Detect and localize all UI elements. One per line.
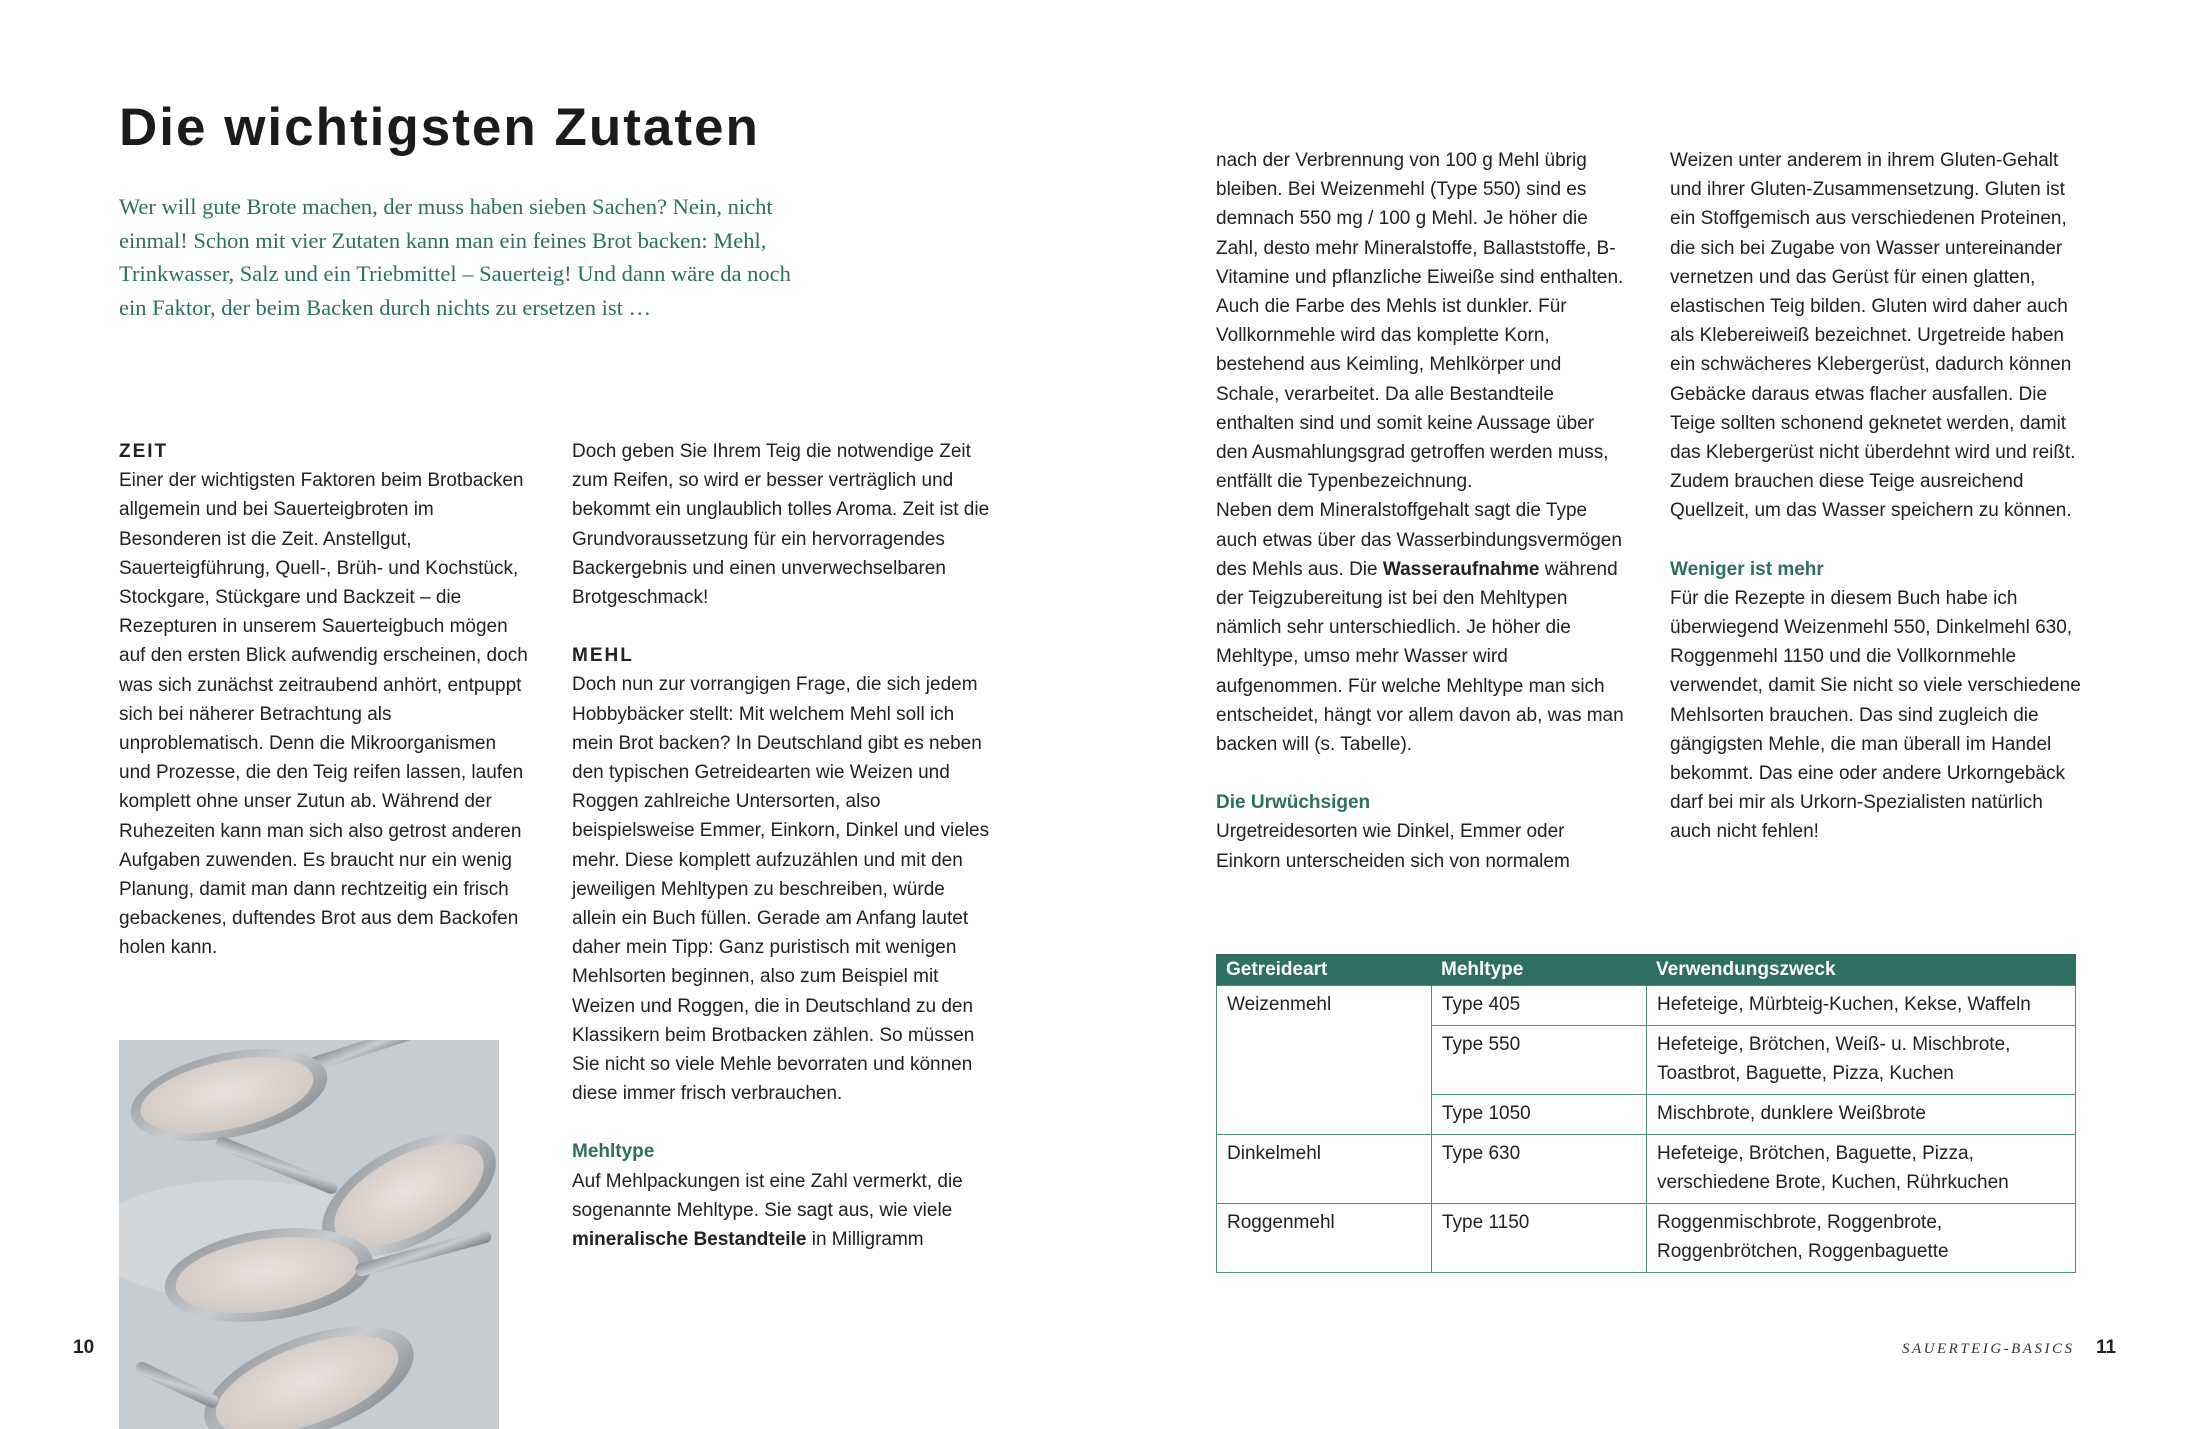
flour-scoops-illustration [119,1040,499,1429]
emphasis-wasseraufnahme: Wasseraufnahme [1382,558,1540,580]
table-cell-use: Roggenmischbrote, Roggenbrote, Roggenbrötchen, Roggenbaguette [1647,1204,2076,1273]
subheading-weniger: Weniger ist mehr [1670,558,1824,580]
flour-type-table [1216,954,2076,1273]
column-1 [119,437,531,963]
column-2 [572,437,990,1254]
table-cell-type: Type 550 [1432,1026,1647,1095]
column-4 [1670,146,2084,847]
page-number-right: 11 [2096,1337,2117,1358]
urwuechsig-text: Urgetreidesorten wie Dinkel, Emmer oder Einkorn unterscheiden sich von normalem [1216,821,1570,872]
table-cell-grain: Roggenmehl [1217,1204,1432,1273]
section-heading-zeit: ZEIT [119,441,169,462]
weniger-text: Für die Rezepte in diesem Buch habe ich überwiegend Weizenmehl 550, Dinkelmehl 630, Roggenmehl 1150 und die Vollkornmehle verwendet, damit Sie nicht so viele verschiedene Mehlsorten brauchen. Das sind zugleich die gängigsten Mehle, die man überall im Handel bekommt. Das eine oder andere Urkorngebäck darf bei mir als Urkorn-Spezialisten natürlich auch nicht fehlen! [1670,587,2081,843]
section-heading-mehl: MEHL [572,645,634,667]
table-cell-use: Hefeteige, Brötchen, Baguette, Pizza, verschiedene Brote, Kuchen, Rührkuchen [1647,1135,2076,1204]
intro-paragraph: Wer will gute Brote machen, der muss haben sieben Sachen? Nein, nicht einmal! Schon mit vier Zutaten kann man ein feines Brot backen: Mehl, Trinkwasser, Salz und ein Triebmittel – Sauerteig! Und dann wäre da noch ein Faktor, der beim Backen durch nichts zu ersetzen ist … [119,194,791,320]
flour-scoops-photo [119,1040,499,1429]
table-cell-use: Hefeteige, Mürbteig-Kuchen, Kekse, Waffeln [1647,986,2076,1026]
table-row [1217,1204,2076,1273]
running-title: SAUERTEIG-BASICS [1902,1341,2075,1357]
table-row [1217,1135,2076,1204]
page-title: Die wichtigsten Zutaten [119,98,760,157]
table-header-row [1217,954,2076,986]
mehl-text: Doch nun zur vorrangigen Frage, die sich jedem Hobbybäcker stellt: Mit welchem Mehl soll ich mein Brot backen? In Deutschland gibt es neben den typischen Getreidearten wie Weizen und Roggen zahlreiche Untersorten, also beispielsweise Emmer, Einkorn, Dinkel und vieles mehr. Diese komplett aufzuzählen und mit den jeweiligen Mehltypen zu beschreiben, würde allein ein Buch füllen. Gerade am Anfang lautet daher mein Tipp: Ganz puristisch mit wenigen Mehlsorten beginnen, also zum Beispiel mit Weizen und Roggen, die in Deutschland zu den Klassikern beim Brotbacken zählen. So müssen Sie nicht so viele Mehle bevorraten und können diese immer frisch verbrauchen. [572,674,990,1105]
table-cell-type: Type 1150 [1432,1204,1647,1273]
table-cell-grain: Weizenmehl [1217,986,1432,1135]
subheading-mehltype: Mehltype [572,1141,655,1163]
zeit-text-continued: Doch geben Sie Ihrem Teig die notwendige Zeit zum Reifen, so wird er besser verträglich und bekommt ein unglaublich tolles Aroma. Zeit ist die Grundvoraussetzung für ein hervorragendes Backergebnis und einen unverwechselbaren Brotgeschmack! [572,441,990,609]
table-cell-grain: Dinkelmehl [1217,1135,1432,1204]
subheading-urwuechsige: Die Urwüchsigen [1216,792,1371,814]
table-cell-type: Type 1050 [1432,1095,1647,1135]
zeit-text: Einer der wichtigsten Faktoren beim Brotbacken allgemein und bei Sauerteigbroten im Besonderen ist die Zeit. Anstellgut, Sauerteigführung, Quell-, Brüh- und Kochstück, Stockgare, Stückgare und Backzeit – die Rezepturen in unserem Sauerteigbuch mögen auf den ersten Blick aufwendig erscheinen, doch was sich zunächst zeitraubend anhört, entpuppt sich bei näherer Betrachtung als unproblematisch. Denn die Mikroorganismen und Prozesse, die den Teig reifen lassen, laufen komplett ohne unser Zutun ab. Während der Ruhezeiten kann man sich also getrost anderen Aufgaben zuwenden. Es braucht nur ein wenig Planung, damit man dann rechtzeitig ein frisch gebackenes, duftendes Brot aus dem Backofen holen kann. [119,470,528,959]
wasser-text: Neben dem Mineralstoffgehalt sagt die Type auch etwas über das Wasserbindungsvermögen des Mehls aus. Die Wasseraufnahme während der Teigzubereitung ist bei den Mehltypen nämlich sehr unterschiedlich. Je höher die Mehltype, umso mehr Wasser wird aufgenommen. Für welche Mehltype man sich entscheidet, hängt vor allem davon ab, was man backen will (s. Tabelle). [1216,500,1624,756]
table-header-getreideart: Getreideart [1217,954,1432,986]
column-3 [1216,146,1630,876]
table-cell-use: Mischbrote, dunklere Weißbrote [1647,1095,2076,1135]
urwuechsig-text-continued: Weizen unter anderem in ihrem Gluten-Gehalt und ihrer Gluten-Zusammensetzung. Gluten ist ein Stoffgemisch aus verschiedenen Proteinen, die sich bei Zugabe von Wasser untereinander vernetzen und das Gerüst für einen glatten, elastischen Teig bilden. Gluten wird daher auch als Klebereiweiß bezeichnet. Urgetreide haben ein schwächeres Klebergerüst, dadurch können Gebäcke daraus etwas flacher ausfallen. Die Teige sollten schonend geknetet werden, damit das Klebergerüst nicht überdehnt wird und reißt. Zudem brauchen diese Teige ausreichend Quellzeit, um das Wasser speichern zu können. [1670,150,2076,522]
table-cell-use: Hefeteige, Brötchen, Weiß- u. Mischbrote, Toastbrot, Baguette, Pizza, Kuchen [1647,1026,2076,1095]
mehltype-text-continued: nach der Verbrennung von 100 g Mehl übrig bleiben. Bei Weizenmehl (Type 550) sind es demnach 550 mg / 100 g Mehl. Je höher die Zahl, desto mehr Mineralstoffe, Ballaststoffe, B-Vitamine und pflanzliche Eiweiße sind enthalten. Auch die Farbe des Mehls ist dunkler. Für Vollkornmehle wird das komplette Korn, bestehend aus Keimling, Mehlkörper und Schale, verarbeitet. Da alle Bestandteile enthalten sind und somit keine Aussage über den Ausmahlungsgrad getroffen werden muss, entfällt die Typenbezeichnung. [1216,150,1624,493]
mehltype-text: Auf Mehlpackungen ist eine Zahl vermerkt, die sogenannte Mehltype. Sie sagt aus, wie viele mineralische Bestandteile in Milligramm [572,1170,963,1251]
table-row [1217,986,2076,1026]
table-header-verwendungszweck: Verwendungszweck [1647,954,2076,986]
table-cell-type: Type 405 [1432,986,1647,1026]
emphasis-mineral: mineralische Bestandteile [572,1229,807,1251]
page-number-left: 10 [73,1337,95,1358]
table-cell-type: Type 630 [1432,1135,1647,1204]
table-header-mehltype: Mehltype [1432,954,1647,986]
